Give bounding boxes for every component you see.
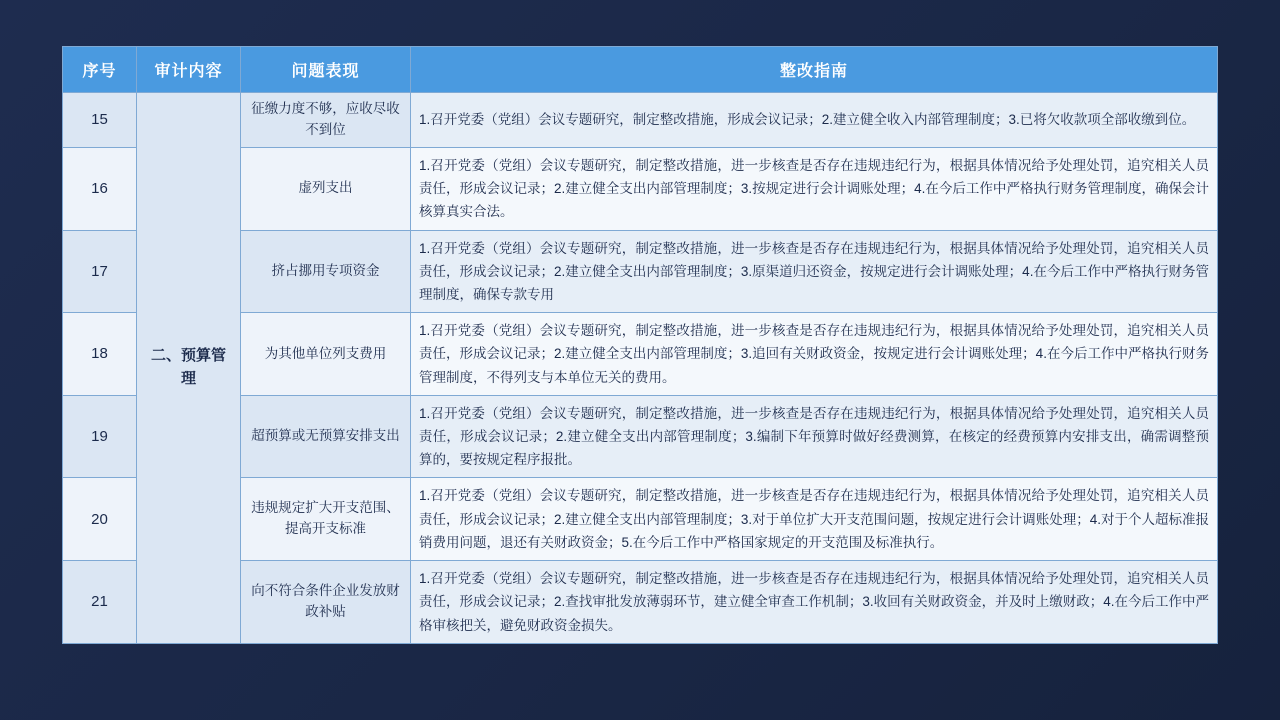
cell-issue: 征缴力度不够，应收尽收不到位 xyxy=(241,93,411,148)
cell-issue: 挤占挪用专项资金 xyxy=(241,230,411,313)
cell-no: 19 xyxy=(63,395,137,478)
cell-issue: 为其他单位列支费用 xyxy=(241,313,411,396)
cell-issue: 向不符合条件企业发放财政补贴 xyxy=(241,561,411,644)
table-header-row xyxy=(63,47,1218,93)
audit-table-container xyxy=(62,46,1218,644)
cell-guide: 1.召开党委（党组）会议专题研究，制定整改措施，进一步核查是否存在违规违纪行为，根据具体情况给予处理处罚，追究相关人员责任，形成会议记录；2.建立健全支出内部管理制度；3.编制下年预算时做好经费测算，在核定的经费预算内安排支出，确需调整预算的，要按规定程序报批。 xyxy=(411,395,1218,478)
cell-issue: 虚列支出 xyxy=(241,147,411,230)
cell-guide: 1.召开党委（党组）会议专题研究，制定整改措施，进一步核查是否存在违规违纪行为，根据具体情况给予处理处罚，追究相关人员责任，形成会议记录；2.建立健全支出内部管理制度；3.对于单位扩大开支范围问题，按规定进行会计调账处理；4.对于个人超标准报销费用问题，退还有关财政资金；5.在今后工作中严格国家规定的开支范围及标准执行。 xyxy=(411,478,1218,561)
cell-no: 16 xyxy=(63,147,137,230)
column-header-guide: 整改指南 xyxy=(411,47,1218,93)
cell-no: 21 xyxy=(63,561,137,644)
table-header xyxy=(63,47,1218,93)
column-header-no: 序号 xyxy=(63,47,137,93)
cell-no: 17 xyxy=(63,230,137,313)
cell-no: 20 xyxy=(63,478,137,561)
cell-no: 15 xyxy=(63,93,137,148)
cell-guide: 1.召开党委（党组）会议专题研究，制定整改措施，进一步核查是否存在违规违纪行为，根据具体情况给予处理处罚，追究相关人员责任，形成会议记录；2.查找审批发放薄弱环节，建立健全审查工作机制；3.收回有关财政资金，并及时上缴财政；4.在今后工作中严格审核把关，避免财政资金损失。 xyxy=(411,561,1218,644)
table-body xyxy=(63,93,1218,644)
cell-guide: 1.召开党委（党组）会议专题研究，制定整改措施，进一步核查是否存在违规违纪行为，根据具体情况给予处理处罚，追究相关人员责任，形成会议记录；2.建立健全支出内部管理制度；3.按规定进行会计调账处理；4.在今后工作中严格执行财务管理制度，确保会计核算真实合法。 xyxy=(411,147,1218,230)
cell-no: 18 xyxy=(63,313,137,396)
cell-guide: 1.召开党委（党组）会议专题研究，制定整改措施，进一步核查是否存在违规违纪行为，根据具体情况给予处理处罚，追究相关人员责任，形成会议记录；2.建立健全支出内部管理制度；3.追回有关财政资金，按规定进行会计调账处理；4.在今后工作中严格执行财务管理制度，不得列支与本单位无关的费用。 xyxy=(411,313,1218,396)
cell-issue: 超预算或无预算安排支出 xyxy=(241,395,411,478)
column-header-issue: 问题表现 xyxy=(241,47,411,93)
audit-rectification-table xyxy=(62,46,1218,644)
table-row xyxy=(63,93,1218,148)
cell-issue: 违规规定扩大开支范围、提高开支标准 xyxy=(241,478,411,561)
cell-guide: 1.召开党委（党组）会议专题研究，制定整改措施，进一步核查是否存在违规违纪行为，根据具体情况给予处理处罚，追究相关人员责任，形成会议记录；2.建立健全支出内部管理制度；3.原渠道归还资金，按规定进行会计调账处理；4.在今后工作中严格执行财务管理制度，确保专款专用 xyxy=(411,230,1218,313)
column-header-audit-content: 审计内容 xyxy=(137,47,241,93)
cell-guide: 1.召开党委（党组）会议专题研究，制定整改措施，形成会议记录；2.建立健全收入内部管理制度；3.已将欠收款项全部收缴到位。 xyxy=(411,93,1218,148)
cell-category: 二、预算管理 xyxy=(137,93,241,644)
